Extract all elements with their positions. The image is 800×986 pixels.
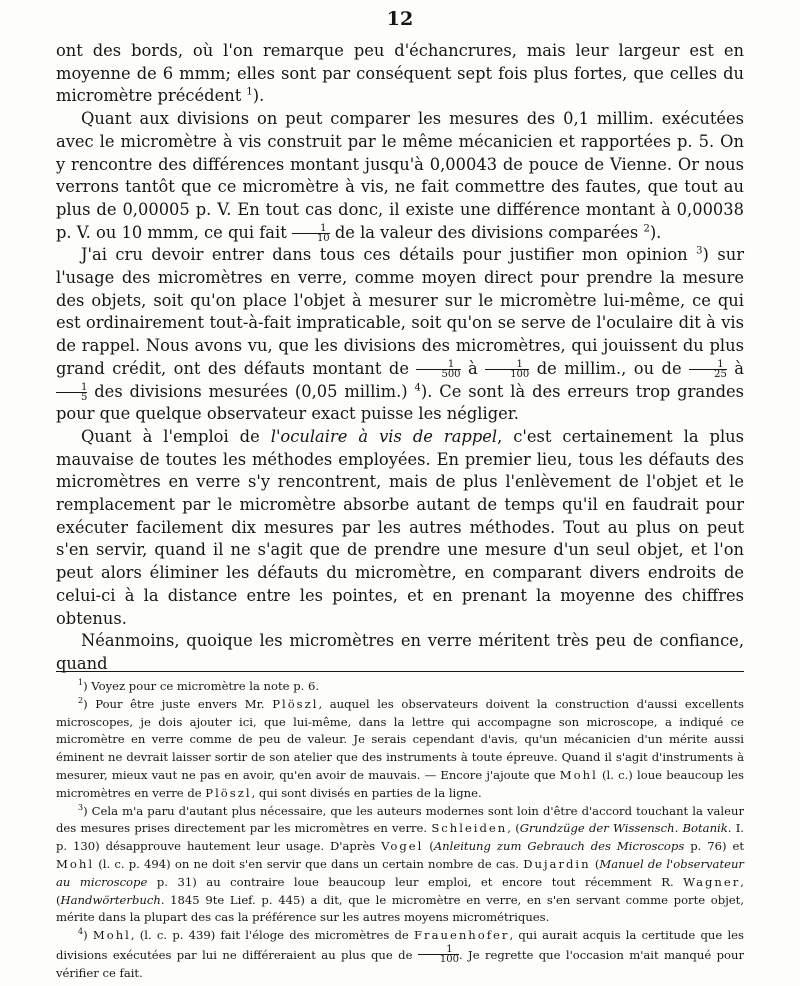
- fraction: [292, 224, 330, 243]
- author-name: Dujardin: [523, 856, 591, 871]
- book-title: Anleitung zum Gebrauch des Microscops: [433, 839, 685, 854]
- footnote-ref-3: 3: [696, 245, 703, 257]
- fraction-denominator: 10: [316, 232, 330, 244]
- fraction-numerator: 1: [689, 360, 727, 370]
- text-run: ).: [252, 86, 265, 106]
- footnote-mark: 2: [78, 695, 84, 705]
- footnote-ref-1: 1: [246, 86, 253, 98]
- author-name: Mohl: [559, 767, 598, 782]
- text-run: Quant aux divisions on peut comparer les mesures des 0,1 millim. exécutées avec le micromètre à vis construit par le même mécanicien et rapportées p. 5. On y rencontre des différences montant jusqu'à 0,00043 de pouce de Vienne. Or nous verrons tantôt que ce micromètre à vis, ne fait commettre des fautes, que tout au plus de 0,00005 p. V. En tout cas donc, il existe une différence montant à 0,00038 p. V. ou 10 mmm, ce qui fait: [56, 109, 744, 242]
- fraction-numerator: 1: [292, 224, 330, 234]
- text-run: , (l. c. p. 439) fait l'éloge des micromètres de: [130, 928, 415, 943]
- emphasis-term: l'oculaire à vis de rappel: [270, 426, 498, 446]
- footnote-mark: 1: [78, 678, 84, 688]
- fraction: [56, 383, 87, 402]
- text-run: ) Voyez pour ce micromètre la note p. 6.: [83, 679, 320, 693]
- text-run: ): [83, 928, 93, 943]
- footnote-1: [56, 678, 744, 696]
- author-name: Vogel: [381, 839, 424, 854]
- text-run: (l. c.) loue beaucoup les micromètres en verre de: [56, 767, 744, 800]
- paragraph-3: [56, 244, 744, 426]
- fraction-numerator: 1: [418, 945, 459, 955]
- text-run: , qui aurait acquis la certitude que les divisions exécutées par lui ne différeraient au plus que de: [56, 928, 744, 962]
- footnote-4: [56, 927, 744, 982]
- paragraph-5: [56, 630, 744, 675]
- fraction-denominator: 100: [510, 368, 530, 380]
- paragraph-2: [56, 108, 744, 244]
- fraction-numerator: 1: [56, 383, 87, 393]
- text-run: J'ai cru devoir entrer dans tous ces détails pour justifier mon opinion: [81, 245, 697, 265]
- footnote-ref-2: 2: [643, 223, 650, 235]
- footnote-2: [56, 696, 744, 803]
- footnote-3: [56, 803, 744, 928]
- text-run: Néanmoins, quoique les micromètres en verre méritent très peu de confiance, quand: [56, 631, 744, 673]
- text-run: , qui sont divisés en parties de la ligne.: [251, 785, 482, 800]
- text-run: ) sur l'usage des micromètres en verre, comme moyen direct pour prendre la mesure des objets, soit qu'on place l'objet à mesurer sur le micromètre lui-même, ce qui est ordinairement tout-à-fait impraticable, soit qu'on se serve de l'oculaire dit à vis de rappel. Nous avons vu, que les divisions des micromètres, qui jouissent du plus grand crédit, ont des défauts montant de: [56, 245, 744, 378]
- footnote-mark: 3: [78, 802, 84, 812]
- book-title: Grundzüge der Wissensch. Botanik: [519, 821, 728, 836]
- text-run: , (: [507, 821, 520, 836]
- text-run: . I. p. 130) désapprouve hautement leur usage. D'après: [56, 821, 744, 854]
- text-run: p. 31) au contraire loue beaucoup leur emploi, et encore tout récemment R.: [147, 874, 684, 889]
- author-name: Schleiden: [431, 821, 508, 836]
- text-run: ). Ce sont là des erreurs trop grandes pour que quelque observateur exact puisse les négliger.: [56, 381, 744, 424]
- fraction-denominator: 100: [439, 953, 459, 965]
- text-run: p. 76) et: [684, 839, 744, 854]
- text-run: à: [460, 358, 486, 378]
- page-number: 12: [386, 8, 414, 30]
- author-name: Frauenhofer: [414, 928, 510, 943]
- text-run: Quant à l'emploi de: [81, 426, 271, 446]
- paragraph-1: [56, 40, 744, 108]
- fraction: [418, 945, 459, 964]
- text-run: ) Pour être juste envers Mr.: [83, 696, 273, 711]
- footnote-ref-4: 4: [414, 382, 421, 394]
- text-run: , c'est certainement la plus mauvaise de toutes les méthodes employées. En premier lieu, tous les défauts des micromètres en verre s'y rencontrent, mais de plus l'enlèvement de l'objet et le remplacement par le micromètre absorbe autant de temps qu'il en faudrait pour exécuter facilement dix mesures par les autres méthodes. Tout au plus on peut s'en servir, quand il ne s'agit que de prendre une mesure d'un seul objet, et l'on peut alors éliminer les défauts du micromètre, en comparant divers endroits de celui-ci à la distance entre les pointes, et en prenant la moyenne des chiffres obtenus.: [56, 426, 745, 628]
- text-run: des divisions mesurées (0,05 millim.): [87, 381, 415, 401]
- fraction-denominator: 5: [81, 391, 88, 403]
- text-run: à: [726, 358, 744, 378]
- main-text: [56, 40, 744, 676]
- text-run: de la valeur des divisions comparées: [329, 222, 644, 242]
- book-title: Manuel de l'observateur au microscope: [56, 856, 744, 889]
- footnote-separator: [56, 671, 744, 672]
- text-run: (l. c. p. 494) on ne doit s'en servir que dans un certain nombre de cas.: [94, 856, 524, 871]
- author-name: Mohl: [92, 928, 131, 943]
- author-name: Plöszl: [205, 785, 252, 800]
- text-run: , (: [56, 874, 744, 907]
- text-run: ).: [649, 222, 662, 242]
- text-run: (: [423, 839, 434, 854]
- book-title: Handwörterbuch: [60, 892, 161, 907]
- author-name: Mohl: [56, 856, 95, 871]
- text-run: (: [590, 856, 600, 871]
- fraction: [416, 360, 460, 379]
- fraction-denominator: 500: [441, 368, 461, 380]
- fraction-numerator: 1: [485, 360, 529, 370]
- text-run: de millim., ou de: [529, 358, 690, 378]
- text-run: . 1845 9te Lief. p. 445) a dit, que le micromètre en verre, en s'en servant comme porte objet, mérite dans la plupart des cas la préférence sur les autres moyens micrométriques.: [56, 892, 744, 925]
- footnotes: [56, 678, 744, 983]
- footnote-mark: 4: [78, 927, 84, 937]
- author-name: Plöszl: [272, 696, 319, 711]
- fraction-numerator: 1: [416, 360, 460, 370]
- fraction: [485, 360, 529, 379]
- text-run: , auquel les observateurs doivent la construction d'aussi excellents microscopes, je dois ajouter ici, que lui-même, dans la lettre qui accompagne son microscope, a indiqué ce micromètre en verre comme de peu de valeur. Je serais cependant d'avis, qu'un mécanicien d'un mérite aussi éminent ne devrait laisser sortir de son atelier que des instruments à toute épreuve. Quand il s'agit d'instruments à mesurer, mieux vaut ne pas en avoir, qu'en avoir de mauvais. — Encore j'ajoute que: [56, 696, 744, 782]
- text-run: ont des bords, où l'on remarque peu d'échancrures, mais leur largeur est en moyenne de 6 mmm; elles sont par conséquent sept fois plus fortes, que celles du micromètre précédent: [56, 41, 744, 106]
- fraction: [689, 360, 727, 379]
- paragraph-4: [56, 426, 744, 630]
- author-name: Wagner: [683, 874, 741, 889]
- text-run: . Je regrette que l'occasion m'ait manqué pour vérifier ce fait.: [56, 947, 744, 980]
- fraction-denominator: 25: [714, 368, 727, 380]
- text-run: ) Cela m'a paru d'autant plus nécessaire, que les auteurs modernes sont loin d'être d'accord touchant la valeur des mesures prises directement par les micromètres en verre.: [56, 803, 744, 836]
